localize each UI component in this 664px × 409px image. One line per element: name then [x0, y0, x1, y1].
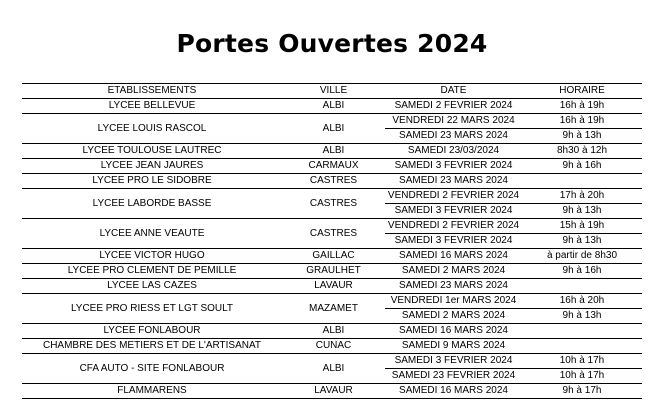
table-row [22, 279, 642, 294]
table-row [22, 354, 642, 369]
session-date: SAMEDI 23 MARS 2024 [385, 279, 522, 294]
establishment-city: CASTRES [282, 174, 385, 189]
session-date: SAMEDI 16 MARS 2024 [385, 324, 522, 339]
session-hours: 9h à 13h [522, 309, 642, 324]
establishment-city: LAVAUR [282, 279, 385, 294]
establishment-city: ALBI [282, 99, 385, 114]
session-hours: 10h à 17h [522, 369, 642, 384]
table-row [22, 294, 642, 309]
establishment-city: CUNAC [282, 339, 385, 354]
session-date: SAMEDI 3 FEVRIER 2024 [385, 234, 522, 249]
session-date: SAMEDI 23/03/2024 [385, 144, 522, 159]
session-date: VENDREDI 2 FEVRIER 2024 [385, 189, 522, 204]
establishment-name: LYCEE TOULOUSE LAUTREC [22, 144, 282, 159]
establishment-city: CASTRES [282, 189, 385, 219]
establishment-name: LYCEE LOUIS RASCOL [22, 114, 282, 144]
establishment-name: LYCEE JEAN JAURES [22, 159, 282, 174]
establishment-city: ALBI [282, 324, 385, 339]
session-hours: 9h à 16h [522, 159, 642, 174]
session-hours: à partir de 8h30 [522, 249, 642, 264]
session-date: SAMEDI 3 FEVRIER 2024 [385, 204, 522, 219]
header-etablissement: ETABLISSEMENTS [22, 84, 282, 99]
header-date: DATE [385, 84, 522, 99]
session-hours [522, 174, 642, 189]
session-date: SAMEDI 23 FEVRIER 2024 [385, 369, 522, 384]
table-row [22, 324, 642, 339]
session-hours: 9h à 17h [522, 384, 642, 399]
session-hours: 17h à 20h [522, 189, 642, 204]
establishment-name: LYCEE FONLABOUR [22, 324, 282, 339]
session-hours: 16h à 20h [522, 294, 642, 309]
establishment-name: LYCEE LABORDE BASSE [22, 189, 282, 219]
session-date: VENDREDI 22 MARS 2024 [385, 114, 522, 129]
session-date: SAMEDI 3 FEVRIER 2024 [385, 159, 522, 174]
session-date: SAMEDI 16 MARS 2024 [385, 249, 522, 264]
establishment-city: GRAULHET [282, 264, 385, 279]
table-row [22, 159, 642, 174]
session-date: VENDREDI 1er MARS 2024 [385, 294, 522, 309]
establishment-city: ALBI [282, 114, 385, 144]
session-hours: 9h à 13h [522, 204, 642, 219]
session-date: SAMEDI 23 MARS 2024 [385, 129, 522, 144]
page-title: Portes Ouvertes 2024 [176, 29, 488, 58]
header-horaire: HORAIRE [522, 84, 642, 99]
establishment-name: LYCEE VICTOR HUGO [22, 249, 282, 264]
establishment-city: MAZAMET [282, 294, 385, 324]
establishment-city: CASTRES [282, 219, 385, 249]
table-row [22, 264, 642, 279]
establishment-name: LYCEE LAS CAZES [22, 279, 282, 294]
establishment-name: LYCEE ANNE VEAUTE [22, 219, 282, 249]
session-hours: 9h à 13h [522, 234, 642, 249]
table-header-row [22, 84, 642, 99]
table-row [22, 189, 642, 204]
table-row [22, 174, 642, 189]
table-row [22, 339, 642, 354]
establishment-city: ALBI [282, 144, 385, 159]
session-date: SAMEDI 23 MARS 2024 [385, 174, 522, 189]
session-hours [522, 324, 642, 339]
establishment-name: CFA AUTO - SITE FONLABOUR [22, 354, 282, 384]
session-hours [522, 279, 642, 294]
establishment-city: ALBI [282, 354, 385, 384]
establishment-city: GAILLAC [282, 249, 385, 264]
session-hours: 8h30 à 12h [522, 144, 642, 159]
session-hours [522, 339, 642, 354]
table-body [22, 99, 642, 399]
session-date: SAMEDI 2 MARS 2024 [385, 264, 522, 279]
table-row [22, 384, 642, 399]
open-days-table [22, 83, 642, 399]
session-hours: 16h à 19h [522, 114, 642, 129]
header-ville: VILLE [282, 84, 385, 99]
session-date: SAMEDI 3 FEVRIER 2024 [385, 354, 522, 369]
session-hours: 9h à 16h [522, 264, 642, 279]
establishment-name: FLAMMARENS [22, 384, 282, 399]
establishment-name: LYCEE BELLEVUE [22, 99, 282, 114]
establishment-name: LYCEE PRO CLEMENT DE PEMILLE [22, 264, 282, 279]
establishment-name: CHAMBRE DES METIERS ET DE L'ARTISANAT [22, 339, 282, 354]
table-row [22, 249, 642, 264]
establishment-name: LYCEE PRO LE SIDOBRE [22, 174, 282, 189]
session-hours: 9h à 13h [522, 129, 642, 144]
session-date: VENDREDI 2 FEVRIER 2024 [385, 219, 522, 234]
session-hours: 15h à 19h [522, 219, 642, 234]
session-hours: 16h à 19h [522, 99, 642, 114]
table-row [22, 219, 642, 234]
session-date: SAMEDI 16 MARS 2024 [385, 384, 522, 399]
table-row [22, 99, 642, 114]
establishment-city: LAVAUR [282, 384, 385, 399]
session-hours: 10h à 17h [522, 354, 642, 369]
session-date: SAMEDI 2 FEVRIER 2024 [385, 99, 522, 114]
table-row [22, 114, 642, 129]
session-date: SAMEDI 9 MARS 2024 [385, 339, 522, 354]
session-date: SAMEDI 2 MARS 2024 [385, 309, 522, 324]
table-row [22, 144, 642, 159]
establishment-name: LYCEE PRO RIESS ET LGT SOULT [22, 294, 282, 324]
establishment-city: CARMAUX [282, 159, 385, 174]
